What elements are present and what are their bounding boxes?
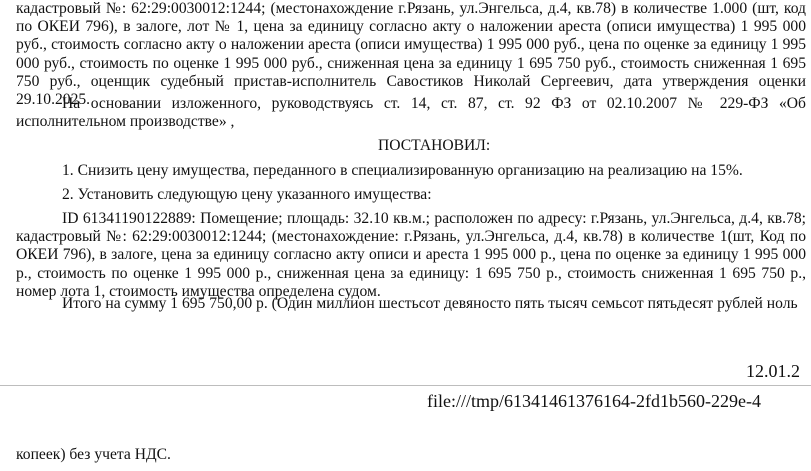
- paragraph-cadastral: кадастровый №: 62:29:0030012:1244; (местонахождение г.Рязань, ул.Энгельса, д.4, кв.78) в количестве 1.000 (шт, код по ОКЕИ 796), в залоге, лот № 1, цена за единицу согласно акту о наложении ареста (описи имущества) 1 995 000 руб., стоимость согласно акту о наложении ареста (описи имущества) 1 995 000 руб., цена по оценке за единицу 1 995 000 руб., стоимость по оценке 1 995 000 руб., сниженная цена за единицу 1 695 750 руб., стоимость сниженная 1 695 750 руб., оценщик судебный пристав-исполнитель Савостиков Николай Сергеевич, дата утверждения оценки 29.10.2025.: [16, 0, 806, 109]
- resolution-item-1: 1. Снизить цену имущества, переданного в специализированную организацию на реализацию на 15%.: [62, 162, 743, 179]
- paragraph-property-description: ID 61341190122889: Помещение; площадь: 32.10 кв.м.; расположен по адресу: г.Рязань, ул.Энгельса, д.4, кв.78; кадастровый №: 62:29:0030012:1244; (местонахождение: г.Рязань, ул.Энгельса, д.4, кв.78) в количестве 1(шт, Код по ОКЕИ 796), в залоге, цена за единицу согласно акту описи и ареста 1 995 000 р., цена по оценке за единицу 1 995 000 р., стоимость по оценке 1 995 000 р., сниженная цена за единицу: 1 695 750 р., стоимость сниженная 1 695 750 р., номер лота 1, стоимость имущества определена судом.: [16, 210, 806, 300]
- paragraph-total-continued: копеек) без учета НДС.: [16, 446, 171, 463]
- page-break-divider: [0, 385, 811, 386]
- print-footer-date: 12.01.2: [746, 361, 800, 381]
- resolution-heading: ПОСТАНОВИЛ:: [378, 137, 491, 154]
- print-footer-url: file:///tmp/61341461376164-2fd1b560-229e-4: [427, 391, 761, 411]
- paragraph-legal-basis: На основании изложенного, руководствуясь ст. 14, ст. 87, ст. 92 ФЗ от 02.10.2007 № 229-ФЗ «Об исполнительном производстве» ,: [16, 95, 806, 131]
- paragraph-total-sum: Итого на сумму 1 695 750,00 р. (Один миллион шестьсот девяносто пять тысяч семьсот пятьдесят рублей ноль: [62, 295, 798, 312]
- resolution-item-2: 2. Установить следующую цену указанного имущества:: [62, 186, 432, 203]
